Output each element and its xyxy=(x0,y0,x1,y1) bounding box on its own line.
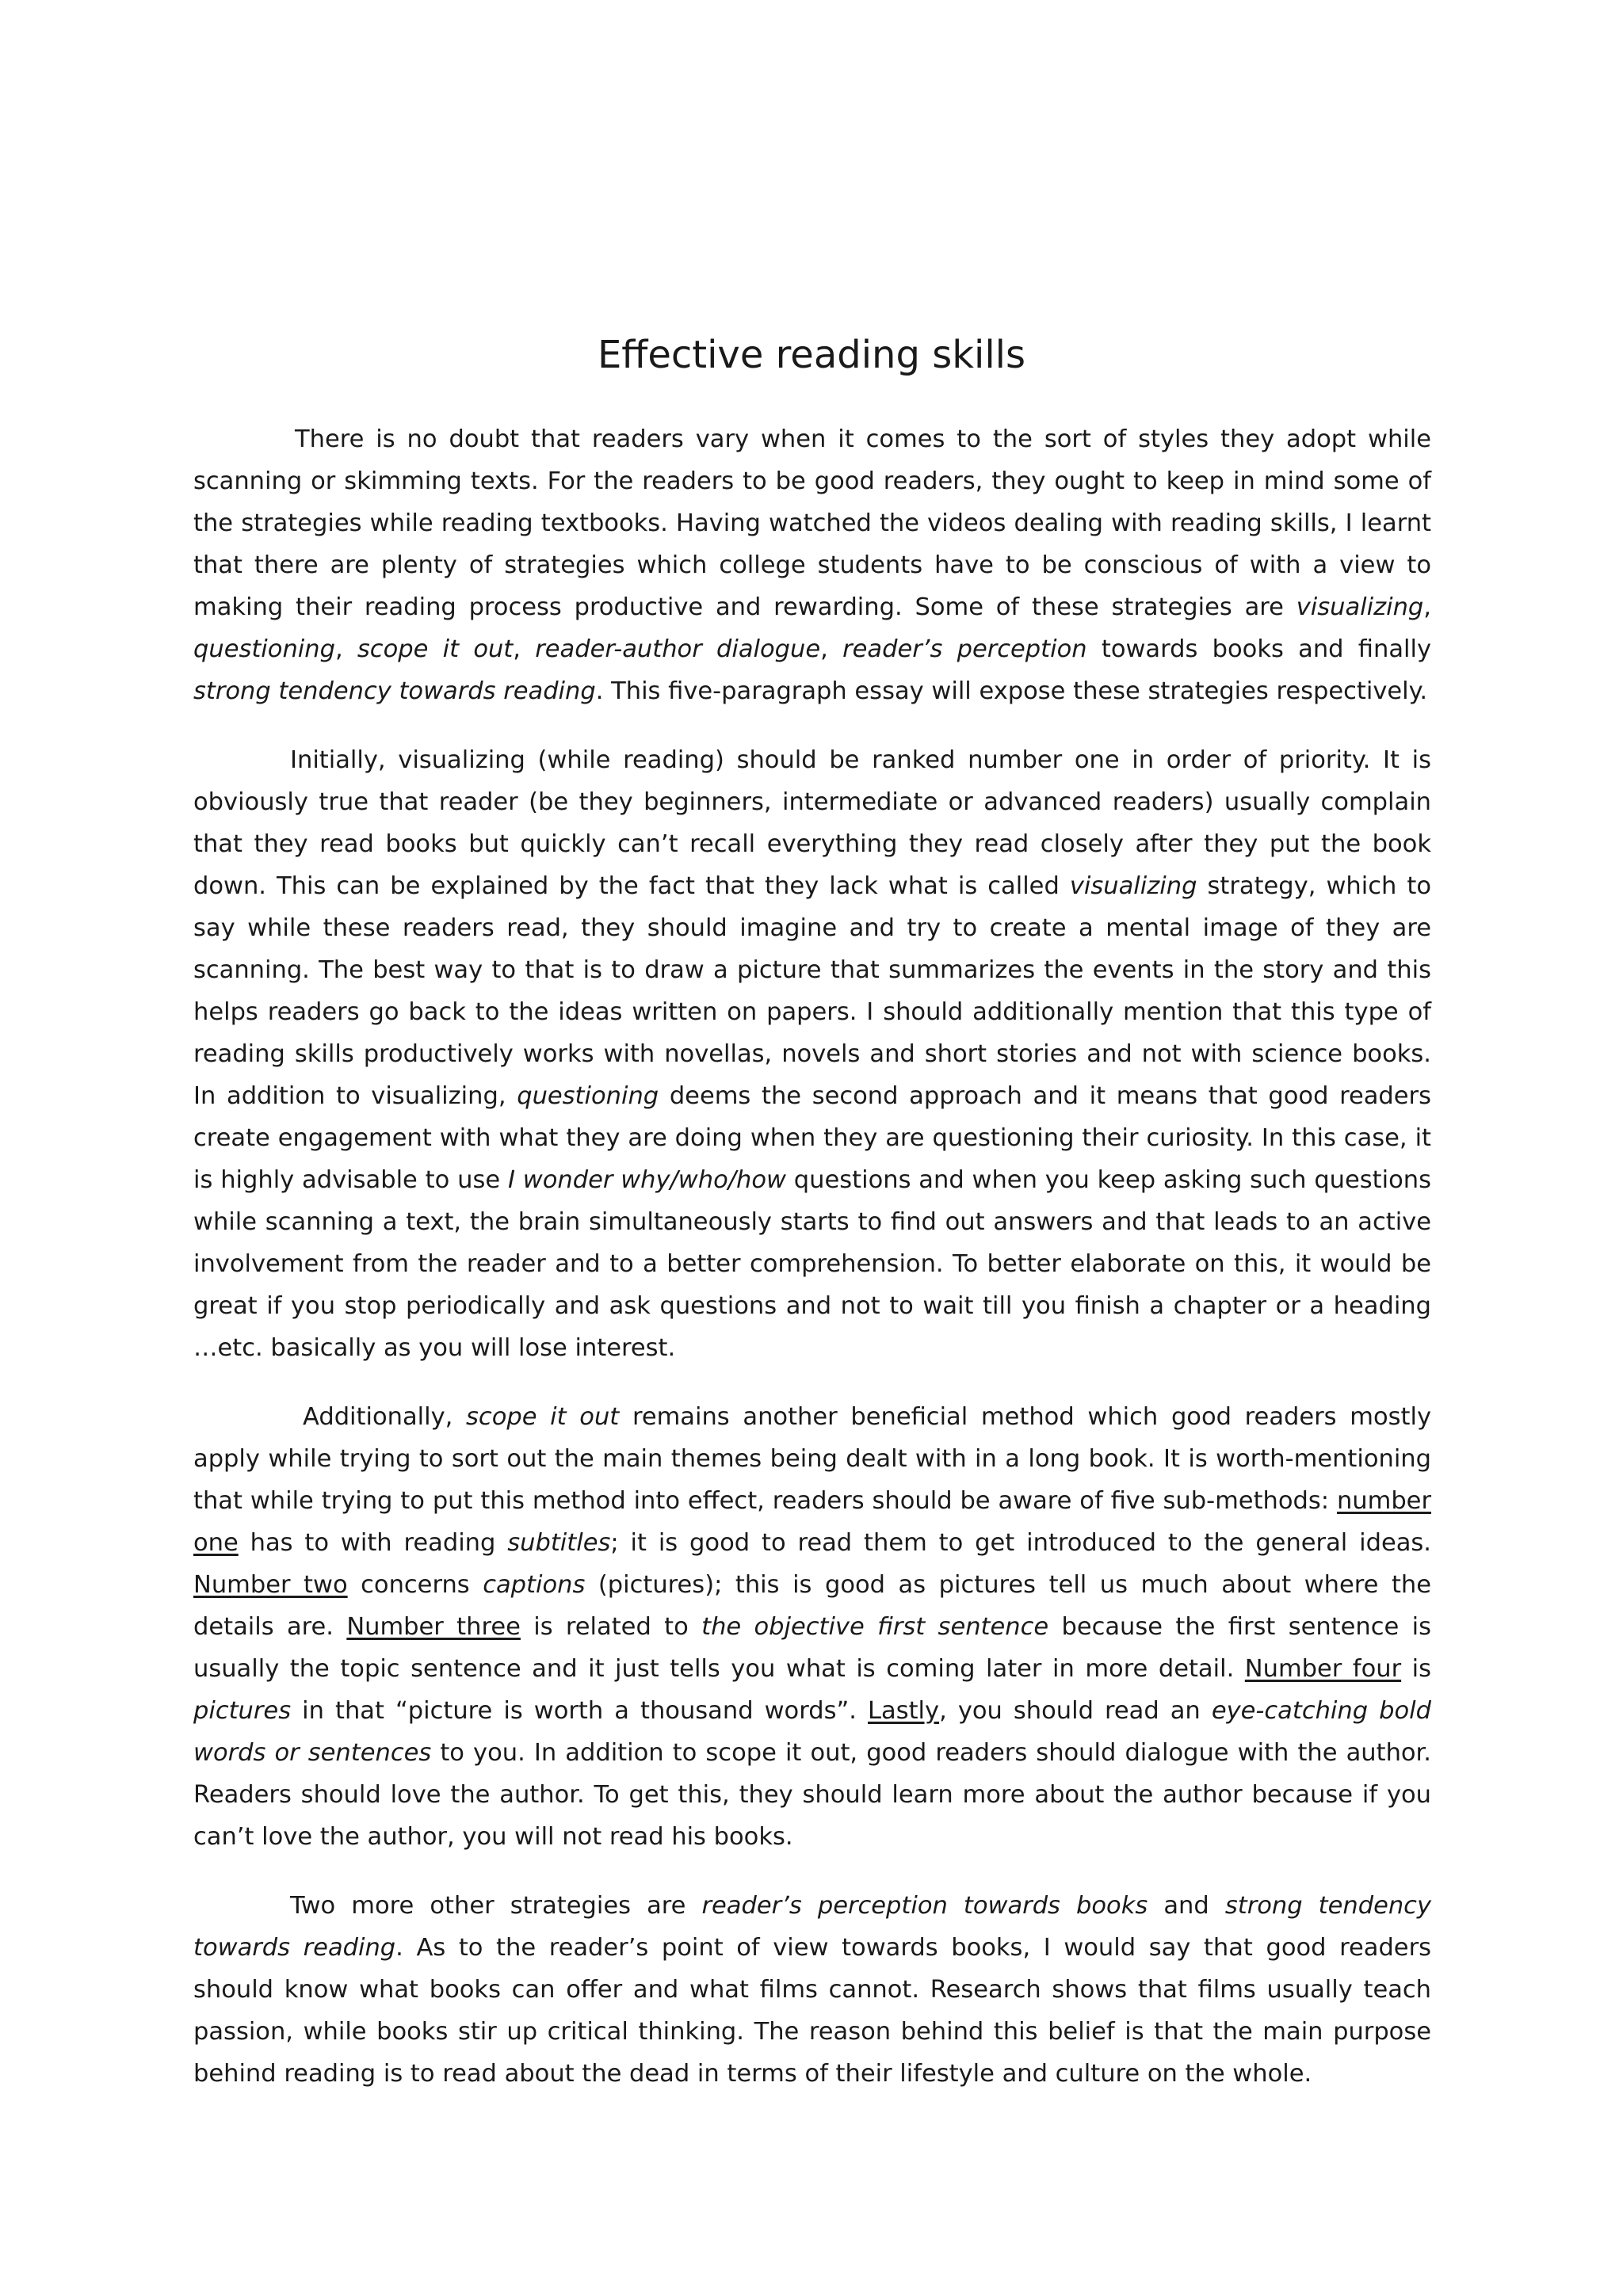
text-run: because the first sentence is usually the topic sentence and it just tells you what is coming later in more detail. xyxy=(193,1613,1431,1683)
italic-term: captions xyxy=(483,1571,586,1599)
paragraph xyxy=(193,418,1431,712)
italic-term: subtitles xyxy=(507,1529,611,1557)
text-run: deems the second approach and it means that good readers create engagement with what they are doing when they are questioning their curiosity. In this case, it is highly advisable to use xyxy=(193,1082,1431,1194)
text-run: (pictures); this is good as pictures tell us much about where the details are. xyxy=(193,1571,1431,1641)
italic-term: strong tendency towards reading xyxy=(193,677,596,705)
text-run: has to with reading xyxy=(238,1529,508,1557)
text-run: Initially, visualizing (while reading) should be ranked number one in order of priority. It is obviously true that reader (be they beginners, intermediate or advanced readers) usually complain that they read books but quickly can’t recall everything they read closely after they put the book down. This can be explained by the fact that they lack what is called xyxy=(193,746,1431,900)
paragraph xyxy=(193,739,1431,1369)
underlined-term: Number three xyxy=(346,1613,521,1641)
text-run: and xyxy=(1148,1892,1225,1920)
text-run: is xyxy=(1401,1655,1432,1683)
paragraph xyxy=(193,1885,1431,2095)
text-run: questions and when you keep asking such questions while scanning a text, the brain simultaneously starts to find out answers and that leads to an active involvement from the reader and to a better comprehension. To better elaborate on this, it would be great if you stop periodically and ask questions and not to wait till you finish a chapter or a heading …etc. basically as you will lose interest. xyxy=(193,1166,1431,1362)
italic-term: eye-catching bold words or sentences xyxy=(193,1697,1431,1767)
text-run: , xyxy=(820,635,843,663)
underlined-term: Number four xyxy=(1244,1655,1402,1683)
italic-term: questioning xyxy=(193,635,335,663)
text-run: Two more other strategies are xyxy=(290,1892,702,1920)
italic-term: questioning xyxy=(517,1082,659,1110)
italic-term: visualizing xyxy=(1069,872,1197,900)
text-run: , xyxy=(513,635,536,663)
text-run: to you. In addition to scope it out, good readers should dialogue with the author. Readers should love the author. To get this, they should learn more about the author because if you can’t love the author, you will not read his books. xyxy=(193,1739,1431,1851)
italic-term: scope it out xyxy=(466,1403,620,1431)
italic-term: scope it out xyxy=(357,635,514,663)
text-run: towards books and finally xyxy=(1086,635,1432,663)
text-run: Additionally, xyxy=(303,1403,467,1431)
text-run: ; it is good to read them to get introduced to the general ideas. xyxy=(610,1529,1431,1557)
underlined-term: Number two xyxy=(193,1571,348,1599)
text-run: , xyxy=(334,635,357,663)
text-run: concerns xyxy=(347,1571,483,1599)
italic-term: reader-author dialogue xyxy=(535,635,821,663)
document-body xyxy=(193,418,1431,2095)
text-run: , xyxy=(1423,593,1431,621)
text-run: remains another beneficial method which good readers mostly apply while trying to sort out the main themes being dealt with in a long book. It is worth-mentioning that while trying to put this method into effect, readers should be aware of five sub-methods: xyxy=(193,1403,1432,1515)
underlined-term: number one xyxy=(193,1487,1431,1557)
italic-term: the objective first sentence xyxy=(701,1613,1049,1641)
text-run: in that “picture is worth a thousand words”. xyxy=(291,1697,869,1725)
italic-term: strong tendency towards reading xyxy=(193,1892,1431,1962)
italic-term: pictures xyxy=(193,1697,292,1725)
underlined-term: Lastly xyxy=(868,1697,940,1725)
text-run: . As to the reader’s point of view towards books, I would say that good readers should know what books can offer and what films cannot. Research shows that films usually teach passion, while books stir up critical thinking. The reason behind this belief is that the main purpose behind reading is to read about the dead in terms of their lifestyle and culture on the whole. xyxy=(193,1934,1431,2088)
text-run: is related to xyxy=(520,1613,702,1641)
text-run: strategy, which to say while these readers read, they should imagine and try to create a mental image of they are scanning. The best way to that is to draw a picture that summarizes the events in the story and this helps readers go back to the ideas written on papers. I should additionally mention that this type of reading skills productively works with novellas, novels and short stories and not with science books. In addition to visualizing, xyxy=(193,872,1431,1110)
document-title: Effective reading skills xyxy=(597,333,1026,377)
italic-term: I wonder why/who/how xyxy=(507,1166,786,1194)
italic-term: reader’s perception xyxy=(842,635,1087,663)
italic-term: visualizing xyxy=(1296,593,1424,621)
text-run: . This five-paragraph essay will expose these strategies respectively. xyxy=(595,677,1428,705)
text-run: There is no doubt that readers vary when it comes to the sort of styles they adopt while scanning or skimming texts. For the readers to be good readers, they ought to keep in mind some of the strategies while reading textbooks. Having watched the videos dealing with reading skills, I learnt that there are plenty of strategies which college students have to be conscious of with a view to making their reading process productive and rewarding. Some of these strategies are xyxy=(193,425,1431,621)
text-run: , you should read an xyxy=(939,1697,1212,1725)
italic-term: reader’s perception towards books xyxy=(701,1892,1148,1920)
paragraph xyxy=(193,1396,1431,1858)
